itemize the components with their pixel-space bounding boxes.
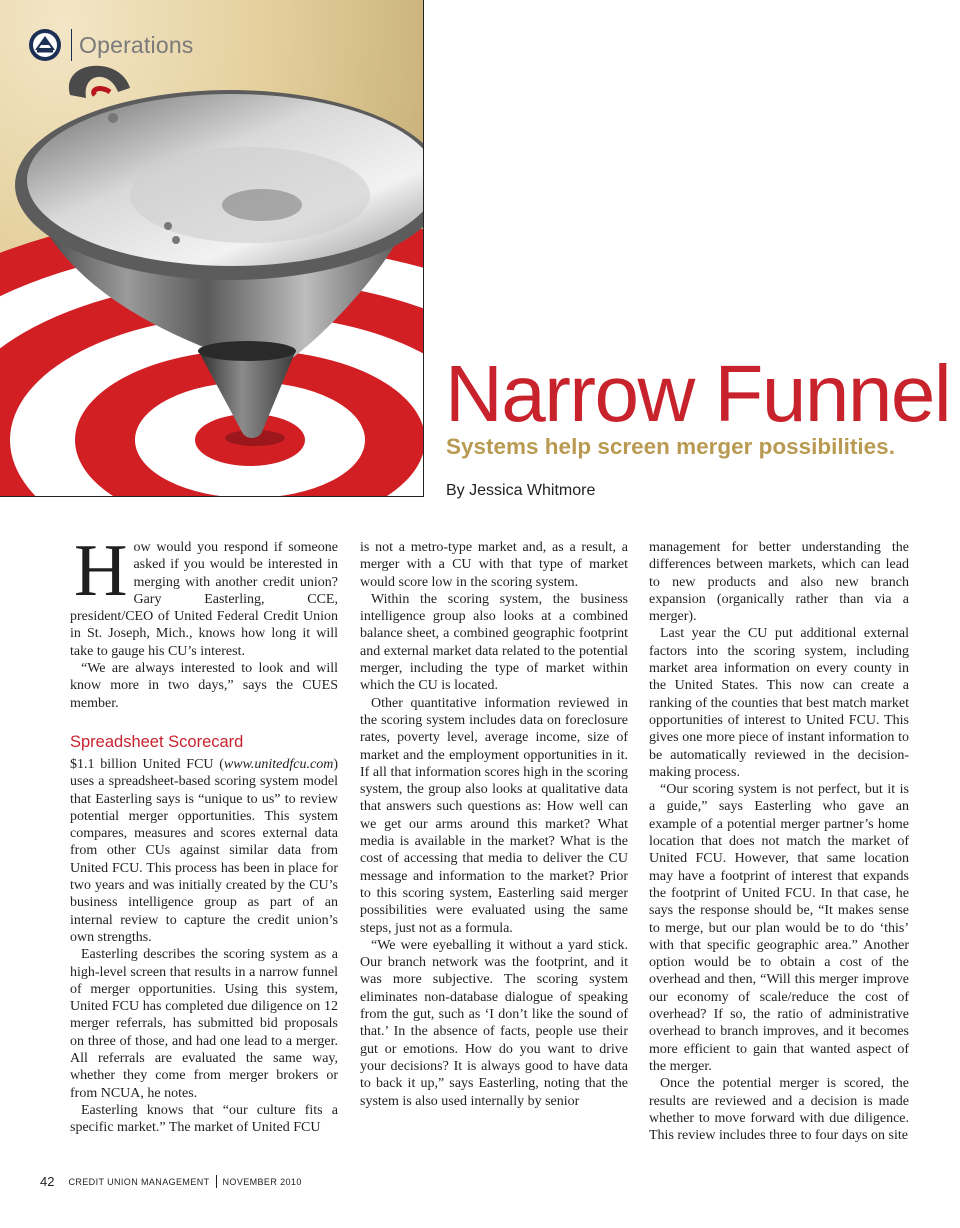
page-number: 42 <box>40 1174 55 1189</box>
cues-logo-icon <box>28 28 62 62</box>
article-byline: By Jessica Whitmore <box>446 482 596 499</box>
body-paragraph: “We are always interested to look and will know more in two days,” says the CUES member. <box>70 661 338 711</box>
article-subhead: Systems help screen merger possibilities. <box>446 434 895 459</box>
article-headline: Narrow Funnel <box>445 349 951 438</box>
body-paragraph: Easterling describes the scoring system as a high-level screen that results in a narrow funnel of merger opportunities. Using this system, United FCU has completed due diligence on 12 merger referrals, has submitted bid proposals on three of those, and had one lead to a merger. All referrals are evaluated the same way, whether they come from merger brokers or from NCUA, he notes. <box>70 947 338 1101</box>
body-paragraph: “We were eyeballing it without a yard stick. Our branch network was the footprint, and it was more subjective. The scoring system eliminates non-database dialogue of speaking from the gut, such as ‘I don’t like the sound of that.’ In the absence of facts, people use their gut or emotions. How do you want to drive your decisions? It is always good to have data to back it up,” says Easterling, noting that the system is also used internally by senior <box>360 937 628 1109</box>
body-paragraph: Within the scoring system, the business intelligence group also looks at a combined balance sheet, a combined geographic footprint and external market data related to the potential merger, including the type of market within which the CU is located. <box>360 591 628 694</box>
intro-text: ow would you respond if someone asked if you would be interested in merging with another credit union? Gary Easterling, CCE, president/CEO of United Federal Credit Union in St. Joseph, Mich., knows how long it will take to gauge his CU’s interest. <box>70 540 338 659</box>
website-reference: www.unitedfcu.com <box>223 756 334 772</box>
body-paragraph: Easterling knows that “our culture fits a specific market.” The market of United FCU <box>70 1102 338 1136</box>
section-tag <box>28 28 194 62</box>
hero-illustration <box>0 0 424 497</box>
body-paragraph: management for better understanding the differences between markets, which can lead to new products and also new branch expansion (organically rather than via a merger). <box>649 540 909 625</box>
drop-cap: H <box>74 530 128 612</box>
footer-divider <box>216 1175 217 1188</box>
body-text: $1.1 billion United FCU ( <box>70 756 224 772</box>
article-column-3 <box>649 539 909 1144</box>
body-paragraph: is not a metro-type market and, as a result, a merger with a CU with that type of market would score low in the scoring system. <box>360 540 628 590</box>
publication-name: CREDIT UNION MANAGEMENT <box>68 1176 210 1187</box>
article-column-1 <box>70 530 338 1137</box>
section-divider <box>71 29 72 61</box>
section-subheading: Spreadsheet Scorecard <box>70 732 244 751</box>
body-paragraph: Other quantitative information reviewed in the scoring system includes data on foreclosure rates, poverty level, average income, size of market and the employment opportunities in it. If all that information scores high in the scoring system, the group also looks at qualitative data that answers such questions as: How well can we get our arms around this market? What media is available in the market? What is the cost of accessing that media to deliver the CU message and information to the market? Prior to this scoring system, Easterling said merger possibilities were evaluated using the same steps, just not as a formula. <box>360 695 628 936</box>
intro-paragraph <box>70 530 338 660</box>
article-column-2 <box>360 539 628 1110</box>
body-paragraph: Once the potential merger is scored, the results are reviewed and a decision is made whether to move forward with due diligence. This review includes three to four days on site <box>649 1076 909 1144</box>
section-label: Operations <box>79 31 194 58</box>
body-paragraph: “Our scoring system is not perfect, but it is a guide,” says Easterling who gave an example of a potential merger partner’s home location that does not match the market of United FCU. However, that same location may have a footprint of interest that expands the footprint of United FCU. In that case, he says the response should be, “It makes sense to merge, but our plan would be to do ‘this’ with that specific geographic area.” Another option would be to obtain a cost of the overhead and then, “Will this merger improve our economy of scale/reduce the cost of overhead? If so, the ratio of administrative overhead to branch improves, and it becomes more efficient to gain that wanted aspect of the merger. <box>649 782 909 1074</box>
publication-date: NOVEMBER 2010 <box>222 1176 302 1187</box>
body-text: ) uses a spreadsheet-based scoring system model that Easterling says is “unique to us” to review potential merger opportunities. This system compares, measures and scores external data from other CUs against similar data from United FCU. This process has been in place for two years and was initially created by the CU’s business intelligence group as part of an internal review to capture the credit union’s own strengths. <box>70 756 338 945</box>
body-paragraph: Last year the CU put additional external factors into the scoring system, including market area information on every county in the United States. This now can create a ranking of the counties that best match market opportunities of interest to United FCU. This gives one more piece of instant information to be automatically reviewed in the decision-making process. <box>649 626 909 780</box>
body-paragraph <box>70 756 338 946</box>
page-footer <box>40 1174 302 1189</box>
funnel-target-icon <box>0 0 424 497</box>
